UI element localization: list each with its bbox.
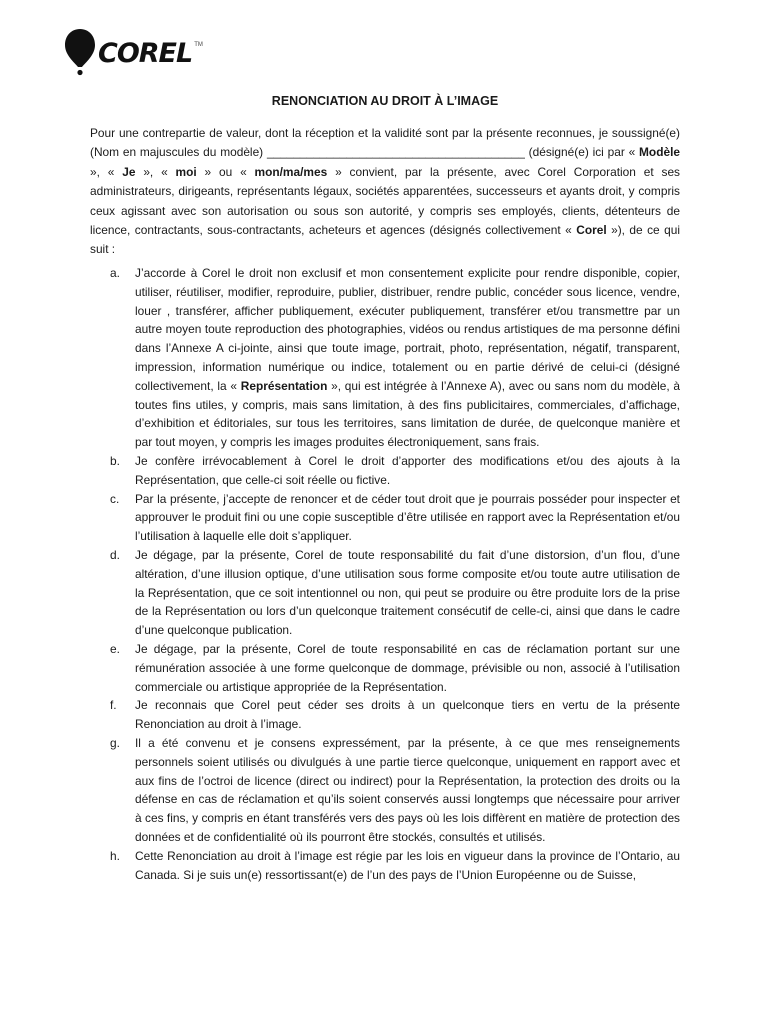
clause-text: Je reconnais que Corel peut céder ses droits à un quelconque tiers en vertu de la présente Renonciation au droit à l’image. [135, 698, 680, 732]
intro-paragraph: Pour une contrepartie de valeur, dont la réception et la validité sont par la présente reconnues, je soussigné(e) (Nom en majuscules du modèle) _______________________________________ (désigné(e) ici par « Modèle », « Je », « moi » ou « mon/ma/mes » convient, par la présente, avec Corel Corporation et ses administrateurs, dirigeants, représentants légaux, sociétés apparentées, successeurs et ayants droit, y compris ceux agissant avec son autorisation ou sous son autorité, y compris ses employés, clients, détenteurs de licence, contractants, sous-contractants, acheteurs et agences (désignés collectivement « Corel »), de ce qui suit : [90, 126, 681, 257]
clause-item [90, 734, 680, 847]
clause-marker: f. [110, 698, 117, 713]
clause-text: Il a été convenu et je consens expressément, par la présente, à ce que mes renseignements personnels soient utilisés ou divulgués à une partie tierce quelconque, uniquement en rapport avec et aux fins de l’octroi de licence (direct ou indirect) pour la Représentation, la protection des droits ou la défense en cas de réclamation et qu’ils soient conservés aussi longtemps que nécessaire pour arriver à ces fins, y compris en étant transférés vers des pays où les lois diffèrent en matière de protection des données et de confidentialité où ils pourront être stockés, consultés et utilisés. [135, 735, 680, 844]
clause-marker: a. [110, 266, 120, 280]
document-title: RENONCIATION AU DROIT À L’IMAGE [271, 94, 499, 108]
clause-marker: e. [110, 641, 120, 656]
clause-marker: b. [110, 453, 120, 468]
clause-item [90, 264, 680, 452]
clause-list [90, 264, 680, 884]
clause-item [90, 490, 680, 546]
clause-text: Par la présente, j’accepte de renoncer et de céder tout droit que je pourrais posséder pour inspecter et approuver le produit fini ou une copie susceptible d’être utilisée en rapport avec la Représentation et/ou l’utilisation à laquelle elle doit s’appliquer. [135, 491, 680, 544]
clause-text: J’accorde à Corel le droit non exclusif et mon consentement explicite pour rendre disponible, copier, utiliser, réutiliser, modifier, reproduire, publier, distribuer, rendre public, concéder sous licence, vendre, louer , transférer, afficher publiquement, exécuter publiquement, transférer et/ou transmettre par un autre moyen toute reproduction des photographies, vidéos ou rendus artistiques de ma personne défini dans l’Annexe A ci-jointe, ainsi que toute image, portrait, photo, représentation, négatif, transparent, impression, information numérique ou indice, totalement ou en partie dérivé de celui-ci (désigné collectivement, la « Représentation », qui est intégrée à l’Annexe A), avec ou sans nom du modèle, à toutes fins utiles, y compris, mais sans limitation, à des fins publicitaires, commerciales, d’affichage, d’exhibition et éditoriales, sur tous les territoires, sans limitation de durée, de quelconque manière et par tout moyen, y compris les images produites électroniquement, sans frais. [135, 266, 680, 450]
balloon-icon [64, 28, 96, 78]
clause-text: Cette Renonciation au droit à l’image est régie par les lois en vigueur dans la province de l’Ontario, au Canada. Si je suis un(e) ressortissant(e) de l’un des pays de l’Union Européenne ou de Suisse, [135, 848, 680, 882]
clause-item [90, 847, 680, 885]
clause-marker: h. [110, 848, 120, 863]
clause-marker: g. [110, 735, 120, 750]
trademark-mark: TM [194, 42, 203, 48]
brand-name: COREL [98, 38, 193, 69]
clause-item [90, 546, 680, 640]
clause-text: Je dégage, par la présente, Corel de toute responsabilité du fait d’une distorsion, d’un flou, d’une altération, d’une illusion optique, d’une utilisation sous forme composite et/ou toute autre utilisation de la Représentation, que ce soit intentionnel ou non, qui peut se produire ou être produite lors de la prise de la Représentation ou lors d’un quelconque traitement consécutif de celle-ci, ainsi que dans le cadre d’une quelconque publication. [135, 547, 680, 638]
clause-item [90, 696, 680, 734]
corel-logo [64, 28, 203, 78]
clause-text: Je confère irrévocablement à Corel le droit d’apporter des modifications et/ou des ajouts à la Représentation, que celle-ci soit réelle ou fictive. [135, 453, 680, 487]
clause-text: Je dégage, par la présente, Corel de toute responsabilité en cas de réclamation portant sur une rémunération associée à une forme quelconque de dommage, prévisible ou non, associé à l’utilisation commerciale ou artistique appropriée de la Représentation. [135, 641, 680, 694]
clause-item [90, 640, 680, 696]
clause-marker: d. [110, 547, 120, 562]
clause-marker: c. [110, 491, 120, 506]
clause-item [90, 452, 680, 490]
